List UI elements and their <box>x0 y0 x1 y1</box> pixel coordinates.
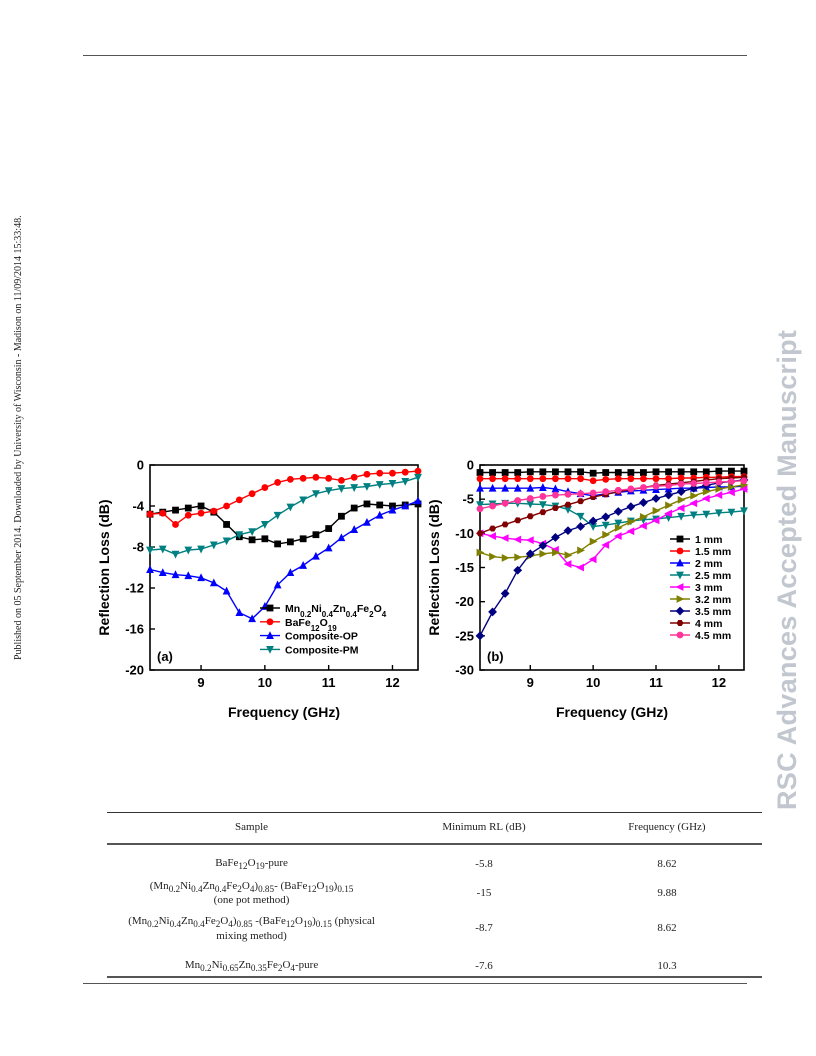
data-point <box>690 480 697 487</box>
data-point <box>689 499 697 507</box>
y-tick-label: -20 <box>455 594 474 610</box>
legend-label: $BaFe_{12}O_{19}$ <box>285 616 337 633</box>
legend-label: 1 mm <box>695 534 723 546</box>
legend-label: 3.2 mm <box>695 594 732 606</box>
data-point <box>185 512 192 519</box>
data-point <box>488 532 496 540</box>
data-point <box>665 501 673 509</box>
legend-marker <box>676 583 684 591</box>
data-point <box>489 475 496 482</box>
data-point <box>615 487 622 494</box>
data-point <box>236 496 243 503</box>
x-tick-label: 9 <box>197 675 205 690</box>
data-point <box>513 536 521 544</box>
data-point <box>577 468 584 475</box>
data-point <box>159 510 166 517</box>
legend-label: 1.5 mm <box>695 546 732 558</box>
x-tick-label: 12 <box>385 675 400 690</box>
data-point <box>402 469 409 476</box>
cell-min-rl: -15 <box>476 887 492 900</box>
data-point <box>172 551 180 559</box>
x-axis-label: Frequency (GHz) <box>555 704 669 720</box>
data-point <box>274 479 281 486</box>
data-point <box>653 483 660 490</box>
series-8 <box>477 477 748 512</box>
data-point <box>539 468 546 475</box>
data-point <box>286 568 294 576</box>
data-point <box>615 475 622 482</box>
data-point <box>172 507 179 514</box>
data-point <box>185 505 192 512</box>
data-point <box>715 479 722 486</box>
x-tick-label: 11 <box>321 675 336 690</box>
data-point <box>514 517 521 523</box>
data-point <box>527 468 534 475</box>
data-point <box>615 469 622 476</box>
legend-marker <box>676 607 685 616</box>
data-point <box>602 469 609 476</box>
data-point <box>363 518 371 526</box>
data-point <box>299 561 307 569</box>
data-point <box>626 527 634 535</box>
data-point <box>287 476 294 483</box>
data-point <box>577 475 584 482</box>
data-point <box>501 534 509 542</box>
data-point <box>565 475 572 482</box>
data-point <box>565 551 573 559</box>
data-point <box>590 490 597 497</box>
data-point <box>325 544 333 552</box>
data-point <box>602 476 609 483</box>
data-point <box>703 479 710 486</box>
data-point <box>313 474 320 481</box>
cell-frequency: 10.3 <box>572 945 762 977</box>
x-tick-label: 10 <box>585 675 601 690</box>
data-point <box>653 475 660 482</box>
data-point <box>702 495 710 503</box>
data-point <box>223 521 230 528</box>
published-notice: Published on 05 September 2014. Downloaded by University of Wisconsin - Madison on 11/09/2014 15:33:48. <box>13 215 24 660</box>
data-point <box>551 533 560 542</box>
panel-label: (b) <box>487 649 504 664</box>
data-point <box>223 587 231 595</box>
legend-marker <box>677 620 684 626</box>
table-row <box>107 945 762 977</box>
panel-label: (a) <box>157 649 173 664</box>
data-point <box>502 554 510 562</box>
data-point <box>489 503 496 510</box>
header-sample: Sample <box>107 813 396 845</box>
data-point <box>627 486 634 493</box>
data-point <box>351 505 358 512</box>
legend <box>670 534 731 642</box>
data-point <box>677 504 685 512</box>
legend-marker <box>677 595 685 603</box>
cell-frequency: 8.62 <box>657 858 677 871</box>
x-axis-label: Frequency (GHz) <box>227 704 341 720</box>
data-point <box>501 589 510 598</box>
data-point <box>198 510 205 517</box>
data-point <box>565 491 572 498</box>
y-tick-label: -25 <box>455 628 474 644</box>
data-point <box>325 475 332 482</box>
data-point <box>539 475 546 482</box>
data-point <box>261 535 268 542</box>
data-point <box>299 496 307 504</box>
data-point <box>576 522 585 531</box>
data-point <box>338 533 346 541</box>
data-point <box>287 538 294 545</box>
data-point <box>514 497 521 504</box>
data-point <box>312 490 320 498</box>
series-0 <box>147 501 422 548</box>
legend-label: Composite-PM <box>285 644 359 657</box>
legend-marker <box>267 605 274 612</box>
y-tick-label: -10 <box>455 525 474 541</box>
data-point <box>577 490 584 497</box>
data-point <box>665 468 672 475</box>
y-tick-label: -20 <box>125 662 144 678</box>
data-point <box>300 475 307 482</box>
header-frequency: Frequency (GHz) <box>572 813 762 845</box>
cell-frequency: 9.88 <box>657 887 677 900</box>
data-point <box>312 552 320 560</box>
legend-label: 4 mm <box>695 618 723 630</box>
y-axis-label: Reflection Loss (dB) <box>426 499 442 636</box>
data-point <box>274 541 281 548</box>
cell-frequency: 8.62 <box>657 922 677 935</box>
data-point <box>274 512 282 520</box>
data-point <box>389 470 396 477</box>
data-point <box>338 513 345 520</box>
x-tick-label: 9 <box>526 675 534 690</box>
top-rule <box>83 55 747 56</box>
data-point <box>514 553 522 561</box>
series-3 <box>476 500 748 531</box>
legend-marker <box>267 618 274 625</box>
legend <box>260 603 387 656</box>
data-point <box>198 503 205 510</box>
series-1 <box>147 468 422 528</box>
data-point <box>690 468 697 475</box>
x-tick-label: 12 <box>711 675 727 690</box>
data-point <box>514 475 521 482</box>
data-point <box>665 482 672 489</box>
cell-min-rl: -7.6 <box>396 945 572 977</box>
legend-marker <box>677 632 684 639</box>
cell-sample: $Mn_{0.2}Ni_{0.65}Zn_{0.35}Fe_2O_4$-pure <box>107 945 396 977</box>
data-point <box>590 538 598 546</box>
legend-marker <box>677 548 684 555</box>
data-point <box>639 498 648 507</box>
y-tick-label: -4 <box>132 498 144 514</box>
data-point <box>741 477 748 484</box>
data-point <box>489 469 496 476</box>
table-row <box>107 909 762 944</box>
data-point <box>565 468 572 475</box>
data-point <box>577 513 585 521</box>
data-point <box>564 526 573 535</box>
data-point <box>415 468 422 475</box>
data-point <box>601 513 610 522</box>
y-axis-label: Reflection Loss (dB) <box>96 499 112 636</box>
data-point <box>261 484 268 491</box>
data-point <box>364 471 371 478</box>
legend-label: 4.5 mm <box>695 630 732 642</box>
data-point <box>665 475 672 482</box>
y-tick-label: -16 <box>125 621 144 637</box>
data-point <box>527 513 534 519</box>
data-point <box>527 475 534 482</box>
data-point <box>627 475 634 482</box>
legend-label: 3.5 mm <box>695 606 732 618</box>
cell-sample: $(Mn_{0.2}Ni_{0.4}Zn_{0.4}Fe_2O_4)_{0.85}$ $-(BaFe_{12}O_{19})_{0.15}$ (physical mixing method) <box>128 915 375 942</box>
x-tick-label: 11 <box>649 675 663 690</box>
data-point <box>678 468 685 475</box>
chart-b-svg <box>425 455 755 735</box>
data-point <box>602 531 610 539</box>
data-point <box>489 526 496 532</box>
chart-panel-a <box>95 455 425 735</box>
data-point <box>249 536 256 543</box>
data-point <box>489 553 497 561</box>
data-point <box>376 502 383 509</box>
data-point <box>552 492 559 499</box>
data-point <box>678 496 686 504</box>
data-point <box>286 504 294 512</box>
data-point <box>614 507 623 516</box>
data-point <box>514 469 521 476</box>
data-point <box>539 509 546 515</box>
data-point <box>626 502 635 511</box>
legend-label: 2 mm <box>695 558 723 570</box>
table-header-row <box>107 813 762 845</box>
cell-sample: $(Mn_{0.2}Ni_{0.4}Zn_{0.4}Fe_2O_4)_{0.85}-$ $(BaFe_{12}O_{19})_{0.15}$ (one pot method) <box>149 880 354 907</box>
data-point <box>640 469 647 476</box>
data-point <box>576 564 584 572</box>
cell-min-rl: -5.8 <box>475 858 493 871</box>
data-point <box>364 501 371 508</box>
y-tick-label: -12 <box>125 580 144 596</box>
results-table <box>107 812 762 978</box>
data-point <box>313 531 320 538</box>
data-point <box>502 469 509 476</box>
data-point <box>627 469 634 476</box>
data-point <box>502 500 509 507</box>
data-point <box>477 505 484 512</box>
y-tick-label: -8 <box>132 539 144 555</box>
cell-sample: $BaFe_{12}O_{19}$-pure <box>215 857 288 872</box>
data-point <box>640 475 647 482</box>
legend-label: 3 mm <box>695 582 723 594</box>
legend-label: 2.5 mm <box>695 570 732 582</box>
data-point <box>652 494 661 503</box>
chart-panel-b <box>425 455 755 735</box>
data-point <box>552 468 559 475</box>
y-tick-label: -5 <box>462 491 474 507</box>
data-point <box>477 475 484 482</box>
bottom-rule <box>83 983 747 984</box>
y-tick-label: 0 <box>136 457 144 473</box>
data-point <box>527 495 534 502</box>
data-point <box>590 477 597 484</box>
data-point <box>552 475 559 482</box>
data-point <box>350 525 358 533</box>
x-tick-label: 10 <box>257 675 273 690</box>
data-point <box>325 525 332 532</box>
legend-marker <box>677 536 684 543</box>
data-point <box>146 565 154 573</box>
data-point <box>502 475 509 482</box>
data-point <box>590 470 597 477</box>
data-point <box>715 468 722 475</box>
data-point <box>602 488 609 495</box>
data-point <box>338 477 345 484</box>
data-point <box>146 547 154 555</box>
data-point <box>639 522 647 530</box>
data-point <box>728 478 735 485</box>
data-point <box>476 631 485 640</box>
data-point <box>690 492 698 500</box>
data-point <box>577 498 584 504</box>
data-point <box>147 511 154 518</box>
data-point <box>653 507 661 515</box>
table-row <box>107 844 762 874</box>
data-point <box>351 474 358 481</box>
journal-watermark: RSC Advances Accepted Manuscript <box>772 329 802 810</box>
data-point <box>678 481 685 488</box>
data-point <box>261 521 269 529</box>
table-row <box>107 874 762 909</box>
plot-frame <box>150 465 418 670</box>
cell-min-rl: -8.7 <box>475 922 493 935</box>
data-point <box>653 468 660 475</box>
legend-label: Composite-OP <box>285 630 358 643</box>
data-point <box>477 469 484 476</box>
data-point <box>502 522 509 528</box>
data-point <box>249 490 256 497</box>
data-point <box>300 535 307 542</box>
y-tick-label: 0 <box>466 457 474 473</box>
y-tick-label: -15 <box>455 560 474 575</box>
data-point <box>223 503 230 510</box>
data-point <box>539 493 546 500</box>
data-point <box>539 550 547 558</box>
data-point <box>210 508 217 515</box>
header-min-rl: Minimum RL (dB) <box>396 813 572 845</box>
y-tick-label: -30 <box>455 662 474 678</box>
chart-a-svg <box>95 455 425 735</box>
data-point <box>376 470 383 477</box>
data-point <box>172 521 179 528</box>
data-point <box>488 608 497 617</box>
data-point <box>526 536 534 544</box>
data-point <box>414 496 422 504</box>
data-point <box>640 484 647 491</box>
legend-label: $Mn_{0.2}Ni_{0.4}Zn_{0.4}Fe_2O_4$ <box>285 603 387 619</box>
